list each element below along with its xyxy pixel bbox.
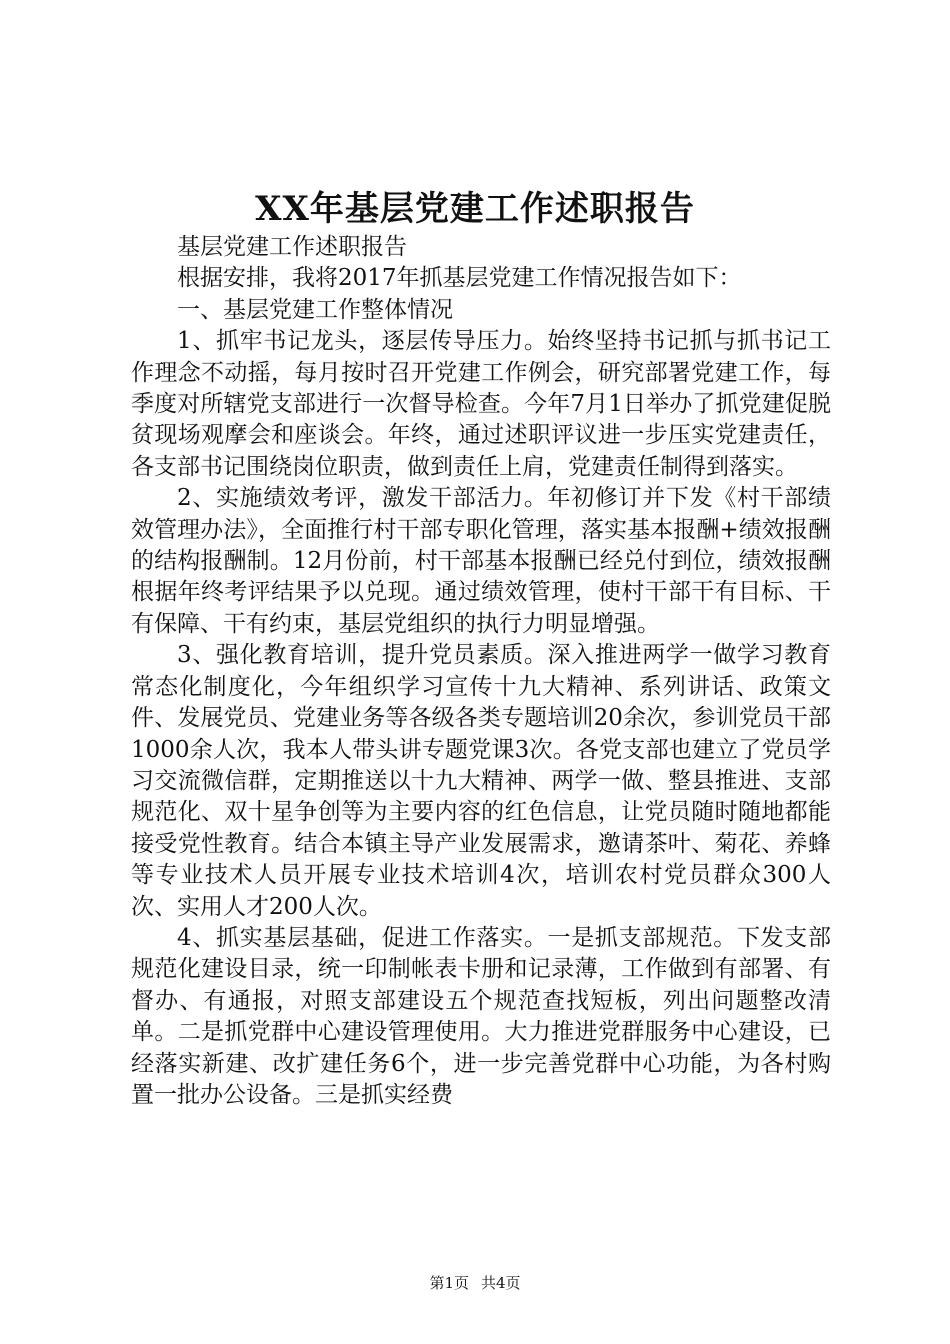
page-footer — [0, 1272, 950, 1294]
body-paragraph-4: 4、抓实基层基础，促进工作落实。一是抓支部规范。下发支部规范化建设目录，统一印制帐表卡册和记录薄，工作做到有部署、有督办、有通报，对照支部建设五个规范查找短板，列出问题整改清单。二是抓党群中心建设管理使用。大力推进党群服务中心建设，已经落实新建、改扩建任务6个，进一步完善党群中心功能，为各村购置一批办公设备。三是抓实经费 — [131, 924, 831, 1108]
document-title: XX年基层党建工作述职报告 — [255, 189, 695, 229]
page-total: 共4页 — [481, 1274, 521, 1292]
body-paragraph-3: 3、强化教育培训，提升党员素质。深入推进两学一做学习教育常态化制度化，今年组织学习宣传十九大精神、系列讲话、政策文件、发展党员、党建业务等各级各类专题培训20余次，参训党员干部1000余人次，我本人带头讲专题党课3次。各党支部也建立了党员学习交流微信群，定期推送以十九大精神、两学一做、整县推进、支部规范化、双十星争创等为主要内容的红色信息，让党员随时随地都能接受党性教育。结合本镇主导产业发展需求，邀请茶叶、菊花、养蜂等专业技术人员开展专业技术培训4次，培训农村党员群众300人次、实用人才200人次。 — [131, 642, 831, 920]
subtitle-paragraph: 基层党建工作述职报告 — [177, 234, 407, 260]
body-paragraph-1: 1、抓牢书记龙头，逐层传导压力。始终坚持书记抓与抓书记工作理念不动摇，每月按时召开党建工作例会，研究部署党建工作，每季度对所辖党支部进行一次督导检查。今年7月1日举办了抓党建促脱贫现场观摩会和座谈会。年终，通过述职评议进一步压实党建责任，各支部书记围绕岗位职责，做到责任上肩，党建责任制得到落实。 — [131, 328, 831, 480]
body-paragraph-2: 2、实施绩效考评，激发干部活力。年初修订并下发《村干部绩效管理办法》，全面推行村干部专职化管理，落实基本报酬+绩效报酬的结构报酬制。12月份前，村干部基本报酬已经兑付到位，绩效报酬根据年终考评结果予以兑现。通过绩效管理，使村干部干有目标、干有保障、干有约束，基层党组织的执行力明显增强。 — [131, 485, 831, 637]
document-body — [131, 232, 831, 1111]
section-heading: 一、基层党建工作整体情况 — [177, 296, 453, 323]
page-number: 第1页 — [429, 1274, 469, 1292]
intro-paragraph: 根据安排，我将2017年抓基层党建工作情况报告如下： — [177, 265, 742, 292]
